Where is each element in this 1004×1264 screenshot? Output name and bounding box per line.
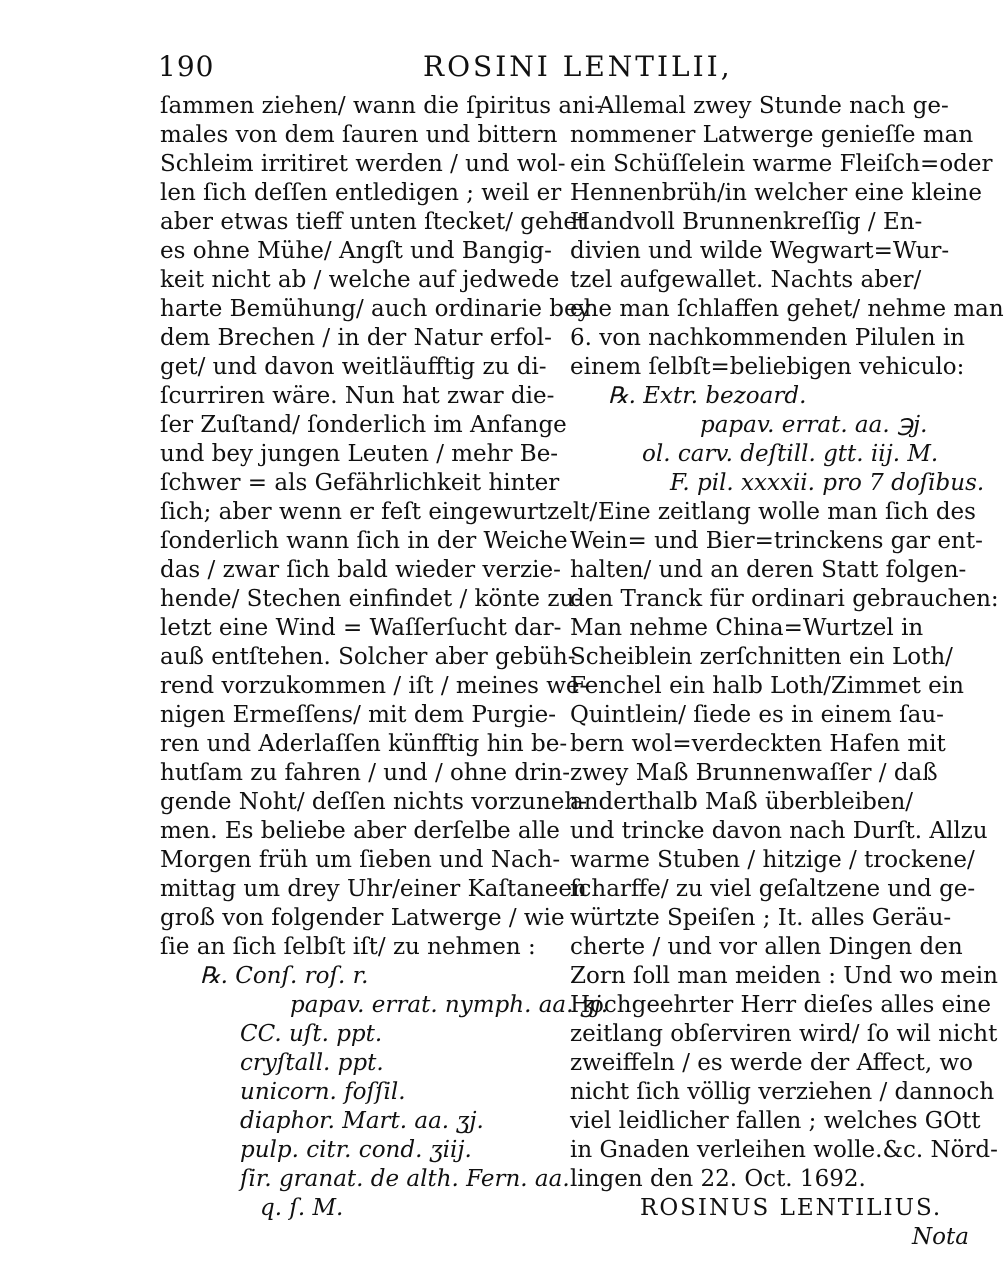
text-line: und trincke davon nach Durſt. Allzu [570,818,988,844]
text-line: rend vorzukommen / iſt / meines we- [160,673,588,699]
text-line: groß von folgender Latwerge / wie [160,905,565,931]
text-line: bern wol=verdeckten Hafen mit [570,731,946,757]
text-line: einem ſelbſt=beliebigen vehiculo: [570,354,965,380]
text-line: ein Schüſſelein warme Fleiſch=oder [570,151,993,177]
text-line: Zorn ſoll man meiden : Und wo mein [570,963,998,989]
text-line: halten/ und an deren Statt folgen- [570,557,967,583]
text-line: ehe man ſchlaffen gehet/ nehme man [570,296,1004,322]
page-number: 190 [158,50,215,83]
text-line: Fenchel ein halb Loth/Zimmet ein [570,673,964,699]
text-line: males von dem ſauren und bittern [160,122,558,148]
text-line: Allemal zwey Stunde nach ge- [598,93,949,119]
text-line: Hennenbrüh/in welcher eine kleine [570,180,982,206]
text-line: papav. errat. nymph. aa. ʒj. [290,992,609,1018]
text-line: zeitlang obſerviren wird/ ſo wil nicht [570,1021,998,1047]
text-line: ſammen ziehen/ wann die ſpiritus ani- [160,93,603,119]
text-line: auß entſtehen. Solcher aber gebüh- [160,644,576,670]
text-line: q. ſ. M. [260,1195,344,1221]
text-line: ſchwer = als Gefährlichkeit hinter [160,470,560,496]
text-line: Quintlein/ ſiede es in einem ſau- [570,702,944,728]
text-line: ol. carv. deſtill. gtt. iij. M. [642,441,939,467]
text-line: Hochgeehrter Herr dieſes alles eine [570,992,991,1018]
text-line: Morgen früh um ſieben und Nach- [160,847,561,873]
text-line: ſcharffe/ zu viel geſaltzene und ge- [570,876,976,902]
text-line: unicorn. foſſil. [240,1079,406,1105]
text-line: zweiffeln / es werde der Affect, wo [570,1050,974,1076]
text-line: nicht ſich völlig verziehen / dannoch [570,1079,995,1105]
text-line: mittag um drey Uhr/einer Kaſtaneen [160,876,587,902]
text-line: nommener Latwerge genieſſe man [570,122,974,148]
text-line: ſonderlich wann ſich in der Weiche [160,528,568,554]
right-column [570,92,1004,1252]
text-line: Eine zeitlang wolle man ſich des [598,499,976,525]
text-line: cherte / und vor allen Dingen den [570,934,963,960]
text-line: keit nicht ab / welche auf jedwede [160,267,560,293]
text-line: anderthalb Maß überbleiben/ [570,789,914,815]
text-line: men. Es beliebe aber derſelbe alle [160,818,560,844]
page-header [158,50,958,90]
text-line: harte Bemühung/ auch ordinarie bey [160,296,591,322]
text-line: in Gnaden verleihen wolle.&c. Nörd- [570,1137,998,1163]
text-line: Wein= und Bier=trinckens gar ent- [570,528,983,554]
text-line: ren und Aderlaſſen künfftig hin be- [160,731,568,757]
text-line: F. pil. xxxxii. pro 7 doſibus. [670,470,985,496]
text-line: letzt eine Wind = Waſſerſucht dar- [160,615,562,641]
text-line: ROSINUS LENTILIUS. [640,1195,943,1221]
text-line: ſie an ſich ſelbſt iſt/ zu nehmen : [160,934,536,960]
text-line: das / zwar ſich bald wieder verzie- [160,557,561,583]
left-column [160,92,609,1223]
text-line: viel leidlicher fallen ; welches GOtt [570,1108,981,1134]
text-line: cryſtall. ppt. [240,1050,384,1076]
text-line: Schleim irritiret werden / und wol- [160,151,566,177]
text-line: hende/ Stechen einfindet / könte zu- [160,586,583,612]
text-line: Man nehme China=Wurtzel in [570,615,924,641]
text-line: und bey jungen Leuten / mehr Be- [160,441,559,467]
text-line: divien und wilde Wegwart=Wur- [570,238,950,264]
text-line: warme Stuben / hitzige / trockene/ [570,847,975,873]
text-line: pulp. citr. cond. ʒiij. [240,1137,472,1163]
text-line: ſir. granat. de alth. Fern. aa. [240,1166,570,1192]
text-line: lingen den 22. Oct. 1692. [570,1166,866,1192]
text-line: ℞. Conſ. roſ. r. [200,963,369,989]
text-line: zwey Maß Brunnenwaſſer / daß [570,760,938,786]
text-line: aber etwas tieff unten ſtecket/ gehet [160,209,587,235]
text-line: hutſam zu fahren / und / ohne drin- [160,760,571,786]
text-line: diaphor. Mart. aa. ʒj. [240,1108,484,1134]
text-line: len ſich deſſen entledigen ; weil er [160,180,562,206]
text-line: gende Noht/ deſſen nichts vorzuneh- [160,789,587,815]
text-line: würtzte Speiſen ; It. alles Geräu- [570,905,952,931]
running-title: ROSINI LENTILII, [423,50,733,83]
text-line: es ohne Mühe/ Angſt und Bangig- [160,238,552,264]
text-line: get/ und davon weitläufftig zu di- [160,354,547,380]
text-line: ſich; aber wenn er feſt eingewurtzelt/ [160,499,598,525]
text-line: Nota [912,1224,969,1250]
text-line: ſcurriren wäre. Nun hat zwar die- [160,383,555,409]
text-line: nigen Ermeſſens/ mit dem Purgie- [160,702,557,728]
text-line: CC. uſt. ppt. [240,1021,383,1047]
text-line: tzel aufgewallet. Nachts aber/ [570,267,922,293]
text-line: papav. errat. aa. ℈j. [700,412,928,438]
text-line: ſer Zuſtand/ ſonderlich im Anfange [160,412,567,438]
text-line: den Tranck für ordinari gebrauchen: [570,586,999,612]
text-line: Handvoll Brunnenkreſſig / En- [570,209,923,235]
text-line: 6. von nachkommenden Pilulen in [570,325,965,351]
text-line: Scheiblein zerſchnitten ein Loth/ [570,644,953,670]
text-line: ℞. Extr. bezoard. [608,383,807,409]
text-line: dem Brechen / in der Natur erfol- [160,325,552,351]
